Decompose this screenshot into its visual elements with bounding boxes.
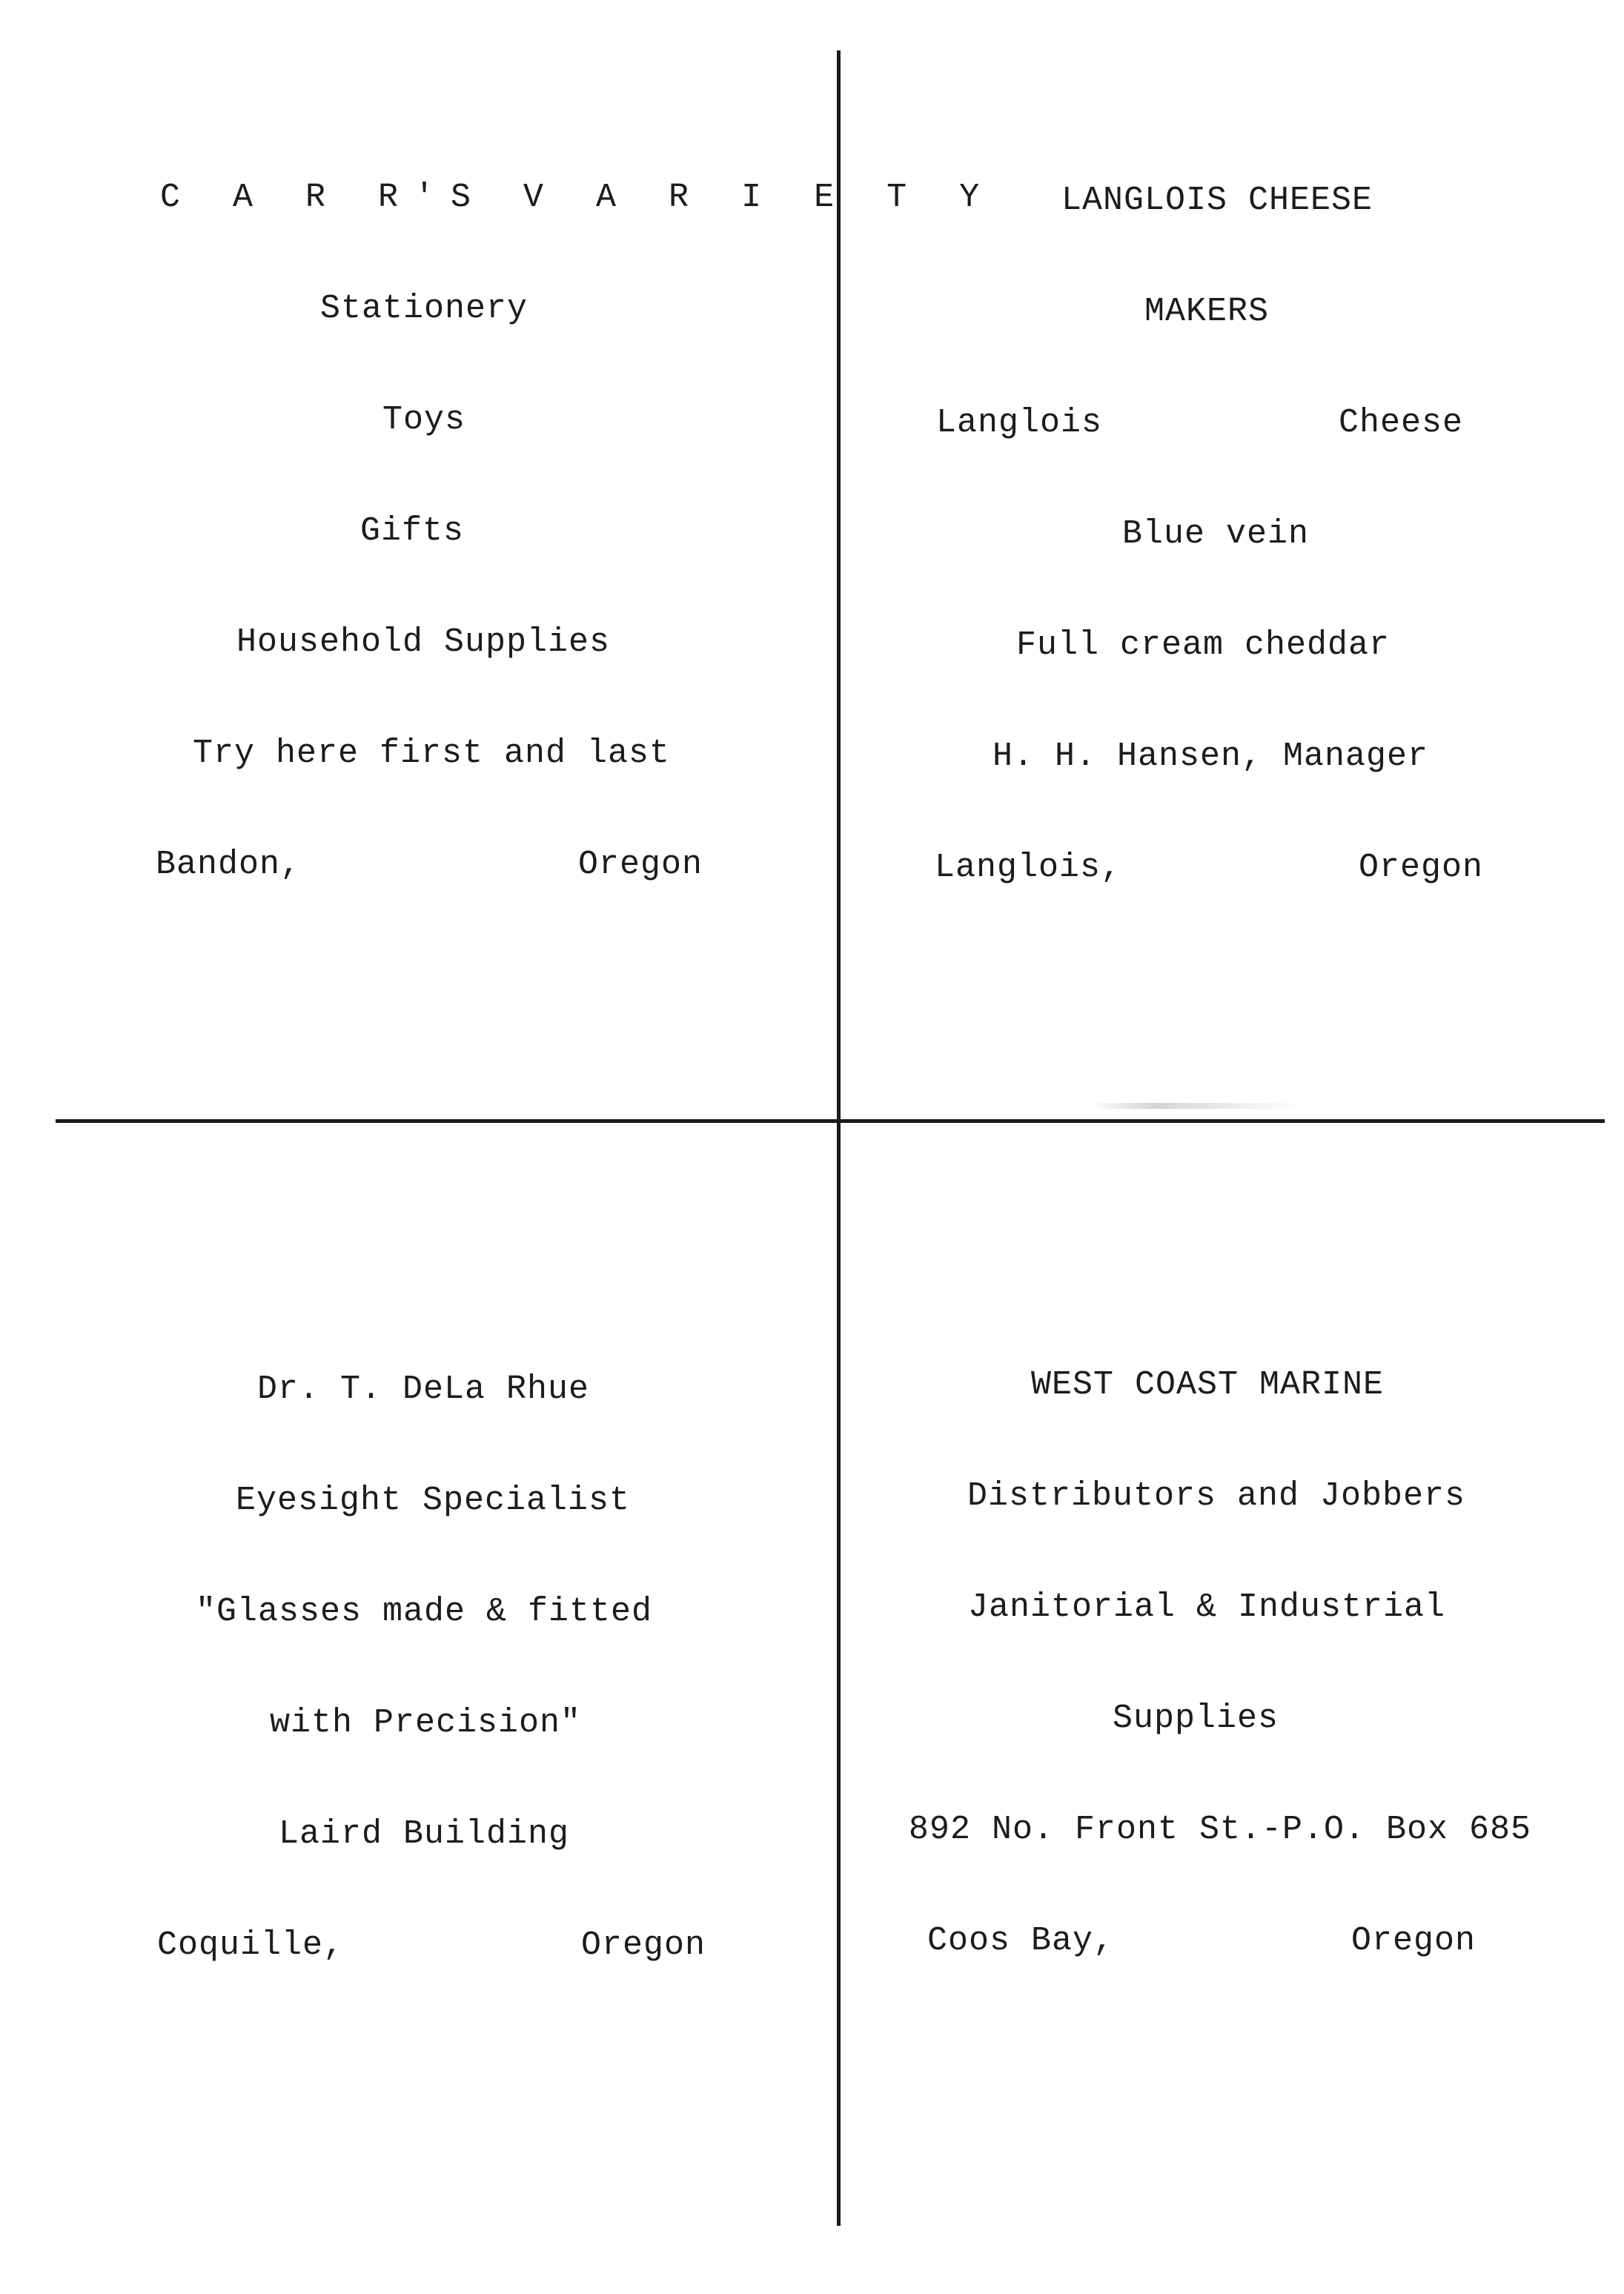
ad-line: Full cream cheddar [1015,626,1391,664]
ad-city: Langlois, [935,849,1122,886]
ad-line: Eyesight Specialist [235,1482,631,1519]
ad-line: MAKERS [1144,293,1270,331]
ad-city: Bandon, [156,846,302,884]
paper-smudge [1090,1103,1305,1109]
ad-state: Oregon [581,1926,706,1964]
ad-line-left: Langlois [936,404,1103,442]
ad-line: Household Supplies [236,623,611,661]
ad-line: 892 No. Front St.-P.O. Box 685 [908,1811,1532,1849]
ad-line: Stationery [319,290,528,328]
ad-line: Blue vein [1121,515,1310,553]
ad-line: "Glasses made & fitted [195,1593,653,1631]
vertical-divider [837,50,841,2226]
ad-state: Oregon [1351,1922,1476,1960]
ad-line: H. H. Hansen, Manager [992,737,1429,775]
ad-title: WEST COAST MARINE [1030,1366,1385,1404]
ad-city: Coos Bay, [927,1922,1115,1960]
ad-line: Distributors and Jobbers [967,1477,1466,1515]
horizontal-divider [56,1119,1605,1123]
ad-title: Dr. T. DeLa Rhue [256,1370,590,1408]
ad-line: Gifts [359,512,465,550]
ad-line: Janitorial & Industrial [967,1588,1446,1626]
ad-line: with Precision" [269,1704,582,1742]
ad-city: Coquille, [157,1926,345,1964]
ad-line: Laird Building [278,1815,570,1853]
ad-line: Try here first and last [192,735,671,772]
ad-title: C A R R'S V A R I E T Y [160,179,996,216]
ad-title: LANGLOIS CHEESE [1061,182,1373,219]
ad-state: Oregon [1359,849,1484,886]
ad-state: Oregon [578,846,703,884]
ad-line: Toys [382,401,466,439]
ad-line: Supplies [1112,1700,1279,1737]
ad-line-right: Cheese [1339,404,1464,442]
